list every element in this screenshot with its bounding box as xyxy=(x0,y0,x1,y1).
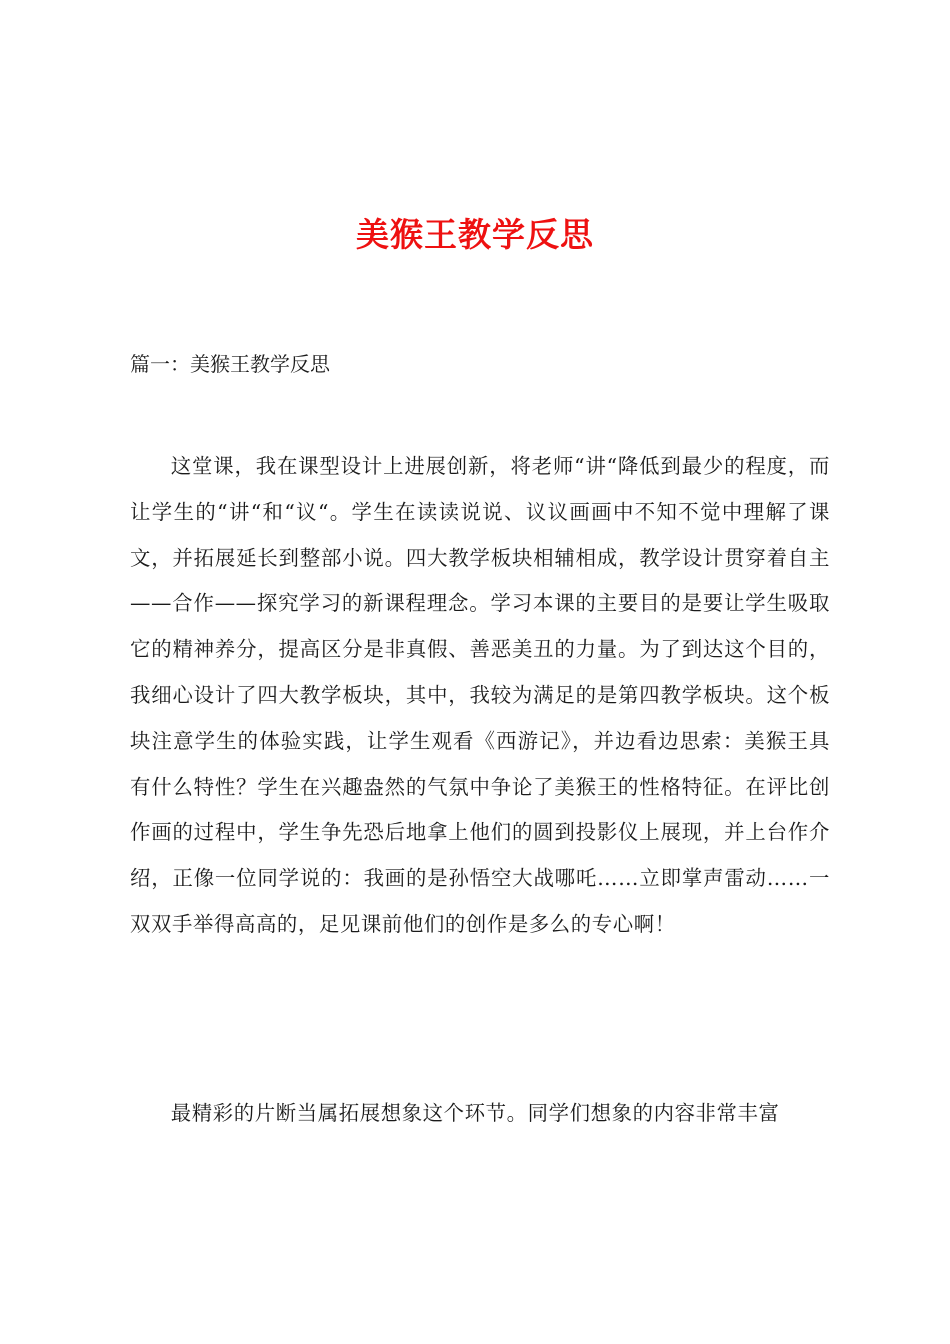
document-title: 美猴王教学反思 xyxy=(356,215,594,254)
section-heading: 篇一：美猴王教学反思 xyxy=(130,352,330,376)
paragraph-1: 这堂课，我在课型设计上进展创新，将老师“讲“降低到最少的程度，而让学生的“讲“和“议“。学生在读读说说、议议画画中不知不觉中理解了课文，并拓展延长到整部小说。四大教学板块相辅相成，教学设计贯穿着自主——合作——探究学习的新课程理念。学习本课的主要目的是要让学生吸取它的精神养分，提高区分是非真假、善恶美丑的力量。为了到达这个目的，我细心设计了四大教学板块，其中，我较为满足的是第四教学板块。这个板块注意学生的体验实践，让学生观看《西游记》，并边看边思索：美猴王具有什么特性？学生在兴趣盎然的气氛中争论了美猴王的性格特征。在评比创作画的过程中，学生争先恐后地拿上他们的圆到投影仪上展现，并上台作介绍，正像一位同学说的：我画的是孙悟空大战哪吒……立即掌声雷动……一双双手举得高高的，足见课前他们的创作是多么的专心啊！ xyxy=(130,454,830,936)
paragraph-2: 最精彩的片断当属拓展想象这个环节。同学们想象的内容非常丰富 xyxy=(170,1101,780,1125)
